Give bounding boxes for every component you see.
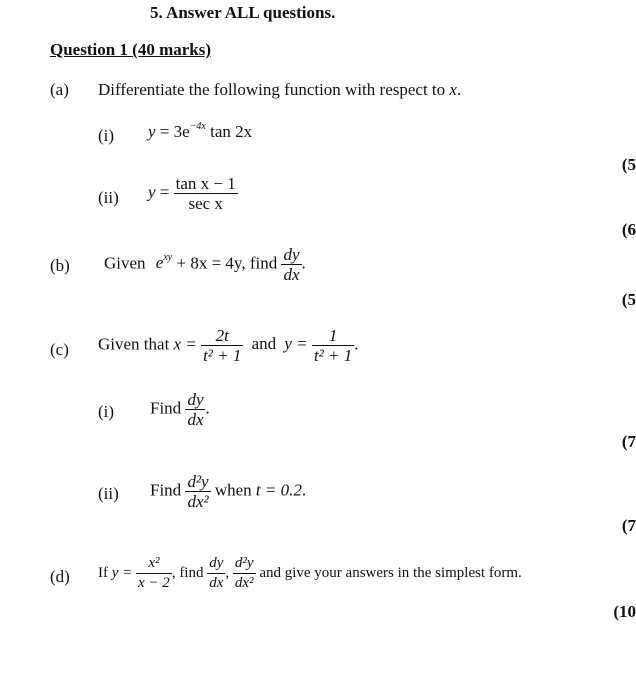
part-c-x-numerator: 2t [201,326,243,346]
part-a-ii-label: (ii) [98,188,119,207]
part-a-ii-numerator: tan x − 1 [175,174,236,193]
part-a-i-marks: (5 [621,155,636,174]
part-b-marks: (5 [621,290,636,309]
part-a-variable: x [449,80,457,99]
part-b-exponent: xy [163,252,173,264]
part-c-given: Given that [98,334,170,354]
part-b-numerator: dy [283,245,300,264]
part-c-ii-period: . [301,480,307,500]
part-d-expression [98,554,522,593]
part-d-comma: , [225,564,230,581]
part-a-period: . [456,80,462,99]
part-a-instruction: Differentiate the following function with respect to [98,80,446,99]
part-c-label: (c) [50,340,69,359]
part-a-i-rest: tan 2x [210,122,253,141]
part-c-expression [98,326,359,365]
part-c-i-period: . [205,398,210,418]
part-b-find: , find [241,253,278,273]
part-c-period: . [354,334,359,354]
part-a-ii-lhs: y [148,182,156,202]
part-d-denominator: x − 2 [138,575,170,591]
part-a-ii-eq: = [159,182,170,202]
part-d-find: , find [171,564,204,581]
part-c-x: x = [173,334,197,354]
part-d-label: (d) [50,567,70,586]
part-b-e: e [155,253,164,273]
part-a-label: (a) [50,80,69,99]
part-d-numerator: x² [136,554,172,574]
part-a-text [98,80,461,100]
part-d-first-numerator: dy [207,554,225,574]
part-c-i-find: Find [150,398,182,418]
part-c-y: y = [284,334,308,354]
part-b-rest: + 8x = 4y [176,253,242,273]
part-c-ii-when: when [214,480,252,500]
part-c-ii-label: (ii) [98,484,119,503]
part-c-i-marks: (7 [621,432,636,451]
part-b-period: . [301,253,306,273]
part-c-ii-denominator: dx² [187,492,209,511]
part-c-y-denominator: t² + 1 [313,346,353,365]
part-a-i-expression [148,122,252,142]
part-d-marks: (10 [613,602,636,621]
part-a-i-lhs: y [148,122,156,141]
part-c-i-expression [150,390,210,429]
part-c-ii-condition: t = 0.2 [255,480,302,500]
instruction-heading: 5. Answer ALL questions. [150,3,336,22]
part-c-i-denominator: dx [187,410,204,429]
part-c-y-numerator: 1 [312,326,354,346]
part-c-and: and [251,334,277,354]
part-d-first-denominator: dx [209,575,224,591]
part-c-ii-marks: (7 [621,516,636,535]
part-a-i-exponent: −4x [189,121,206,132]
part-d-if: If [98,564,108,581]
part-c-ii-expression [150,472,306,511]
part-d-second-numerator: d²y [233,554,256,574]
part-c-ii-find: Find [150,480,182,500]
part-c-i-label: (i) [98,402,115,421]
part-c-x-denominator: t² + 1 [203,346,242,365]
part-b-expression [104,245,306,284]
part-d-tail: and give your answers in the simplest form. [259,564,522,581]
part-a-i-eq: = 3e [159,122,190,141]
part-a-i-label: (i) [98,126,115,145]
part-b-given: Given [104,253,146,273]
part-a-ii-marks: (6 [621,220,636,239]
part-a-ii-expression [148,174,238,213]
part-b-label: (b) [50,256,70,275]
part-c-i-numerator: dy [187,390,204,409]
part-a-ii-denominator: sec x [188,194,223,213]
question-title: Question 1 (40 marks) [50,40,212,59]
part-b-denominator: dx [283,265,300,284]
part-c-ii-numerator: d²y [187,472,209,491]
part-d-y: y = [111,564,133,581]
part-d-second-denominator: dx² [234,575,254,591]
